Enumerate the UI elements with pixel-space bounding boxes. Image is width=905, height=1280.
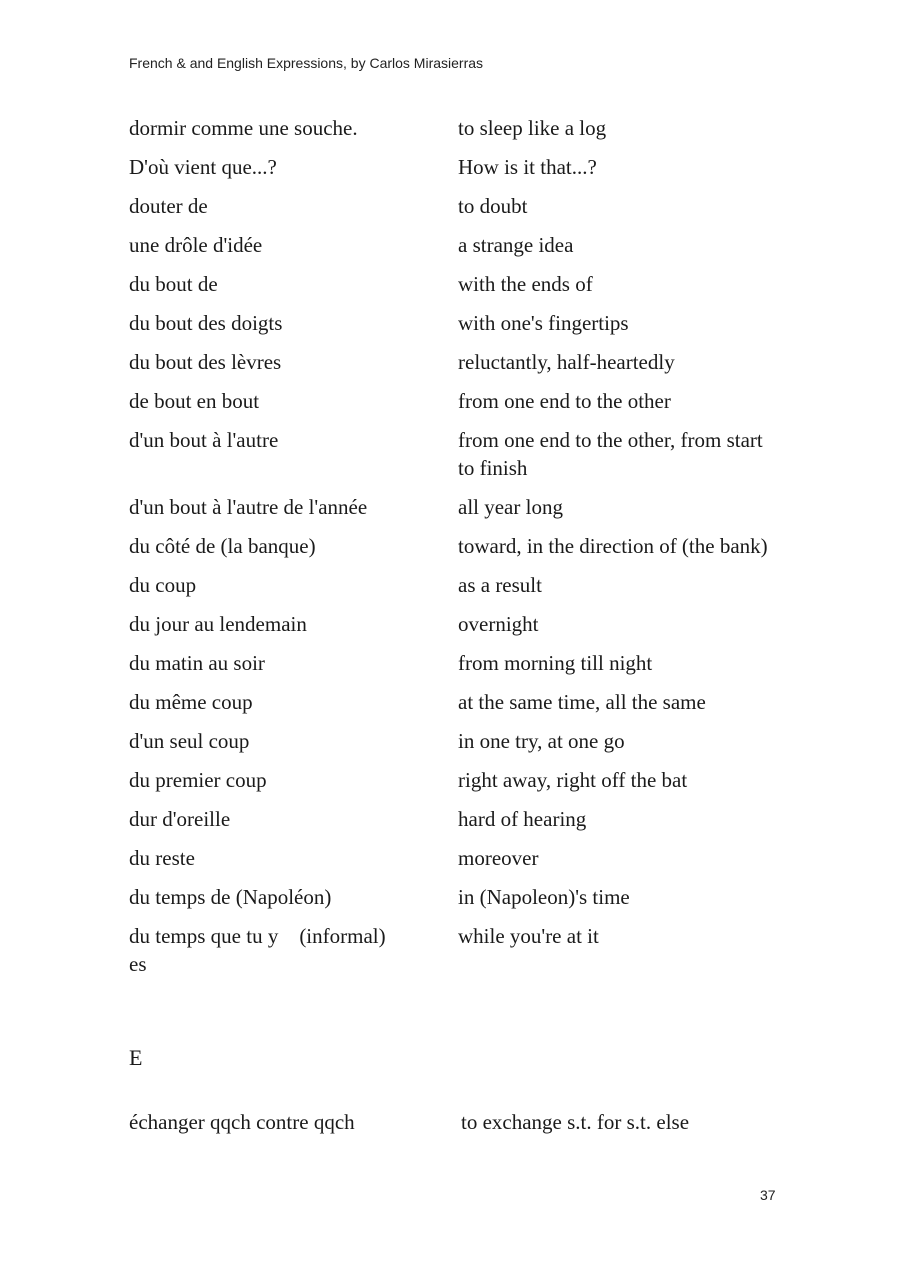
page-number: 37 bbox=[760, 1187, 776, 1203]
french-expression: du temps que tu y (informal) es bbox=[129, 924, 386, 976]
list-item bbox=[129, 844, 789, 872]
english-translation: moreover bbox=[458, 846, 539, 870]
list-item bbox=[129, 231, 789, 259]
english-translation: while you're at it bbox=[458, 924, 599, 948]
english-translation: from morning till night bbox=[458, 651, 653, 675]
list-item bbox=[129, 883, 789, 911]
list-item bbox=[129, 727, 789, 755]
english-translation: right away, right off the bat bbox=[458, 768, 688, 792]
list-item bbox=[129, 114, 789, 142]
french-expression: dormir comme une souche. bbox=[129, 116, 358, 140]
french-expression: D'où vient que...? bbox=[129, 155, 277, 179]
list-item bbox=[129, 571, 789, 599]
english-translation: reluctantly, half-heartedly bbox=[458, 350, 675, 374]
french-expression: du coup bbox=[129, 573, 197, 597]
english-translation: with the ends of bbox=[458, 272, 593, 296]
list-item bbox=[129, 270, 789, 298]
list-item bbox=[129, 610, 789, 638]
french-expression: une drôle d'idée bbox=[129, 233, 263, 257]
list-item bbox=[129, 192, 789, 220]
list-item bbox=[129, 922, 789, 978]
french-expression: échanger qqch contre qqch bbox=[129, 1110, 355, 1134]
french-expression: du matin au soir bbox=[129, 651, 265, 675]
english-translation: in (Napoleon)'s time bbox=[458, 885, 630, 909]
english-translation: How is it that...? bbox=[458, 155, 597, 179]
english-translation: to doubt bbox=[458, 194, 528, 218]
list-item bbox=[129, 649, 789, 677]
english-translation: at the same time, all the same bbox=[458, 690, 706, 714]
french-expression: du bout des lèvres bbox=[129, 350, 282, 374]
french-expression: dur d'oreille bbox=[129, 807, 231, 831]
list-item bbox=[129, 309, 789, 337]
list-item bbox=[129, 688, 789, 716]
list-item bbox=[129, 153, 789, 181]
french-expression: du reste bbox=[129, 846, 195, 870]
french-expression: du bout de bbox=[129, 272, 218, 296]
french-expression: du premier coup bbox=[129, 768, 267, 792]
french-expression: du bout des doigts bbox=[129, 311, 283, 335]
french-expression: de bout en bout bbox=[129, 389, 260, 413]
list-item bbox=[129, 805, 789, 833]
expression-list bbox=[129, 114, 789, 989]
list-item bbox=[129, 348, 789, 376]
list-item bbox=[129, 426, 789, 482]
french-expression: du côté de (la banque) bbox=[129, 534, 316, 558]
english-translation: with one's fingertips bbox=[458, 311, 629, 335]
english-translation: to exchange s.t. for s.t. else bbox=[461, 1110, 690, 1134]
english-translation: hard of hearing bbox=[458, 807, 587, 831]
list-item bbox=[129, 532, 789, 560]
running-header: French & and English Expressions, by Carlos Mirasierras bbox=[129, 55, 484, 71]
english-translation: from one end to the other, from start to finish bbox=[458, 428, 763, 480]
french-expression: du temps de (Napoléon) bbox=[129, 885, 332, 909]
english-translation: a strange idea bbox=[458, 233, 574, 257]
french-expression: du jour au lendemain bbox=[129, 612, 307, 636]
english-translation: from one end to the other bbox=[458, 389, 671, 413]
english-translation: overnight bbox=[458, 612, 539, 636]
section-letter: E bbox=[129, 1045, 143, 1070]
french-expression: d'un seul coup bbox=[129, 729, 250, 753]
english-translation: in one try, at one go bbox=[458, 729, 625, 753]
list-item bbox=[129, 1108, 789, 1136]
list-item bbox=[129, 766, 789, 794]
english-translation: as a result bbox=[458, 573, 542, 597]
french-expression: d'un bout à l'autre de l'année bbox=[129, 495, 368, 519]
french-expression: douter de bbox=[129, 194, 208, 218]
french-expression: du même coup bbox=[129, 690, 253, 714]
french-expression: d'un bout à l'autre bbox=[129, 428, 279, 452]
list-item bbox=[129, 493, 789, 521]
english-translation: all year long bbox=[458, 495, 563, 519]
english-translation: toward, in the direction of (the bank) bbox=[458, 534, 768, 558]
list-item bbox=[129, 387, 789, 415]
english-translation: to sleep like a log bbox=[458, 116, 607, 140]
